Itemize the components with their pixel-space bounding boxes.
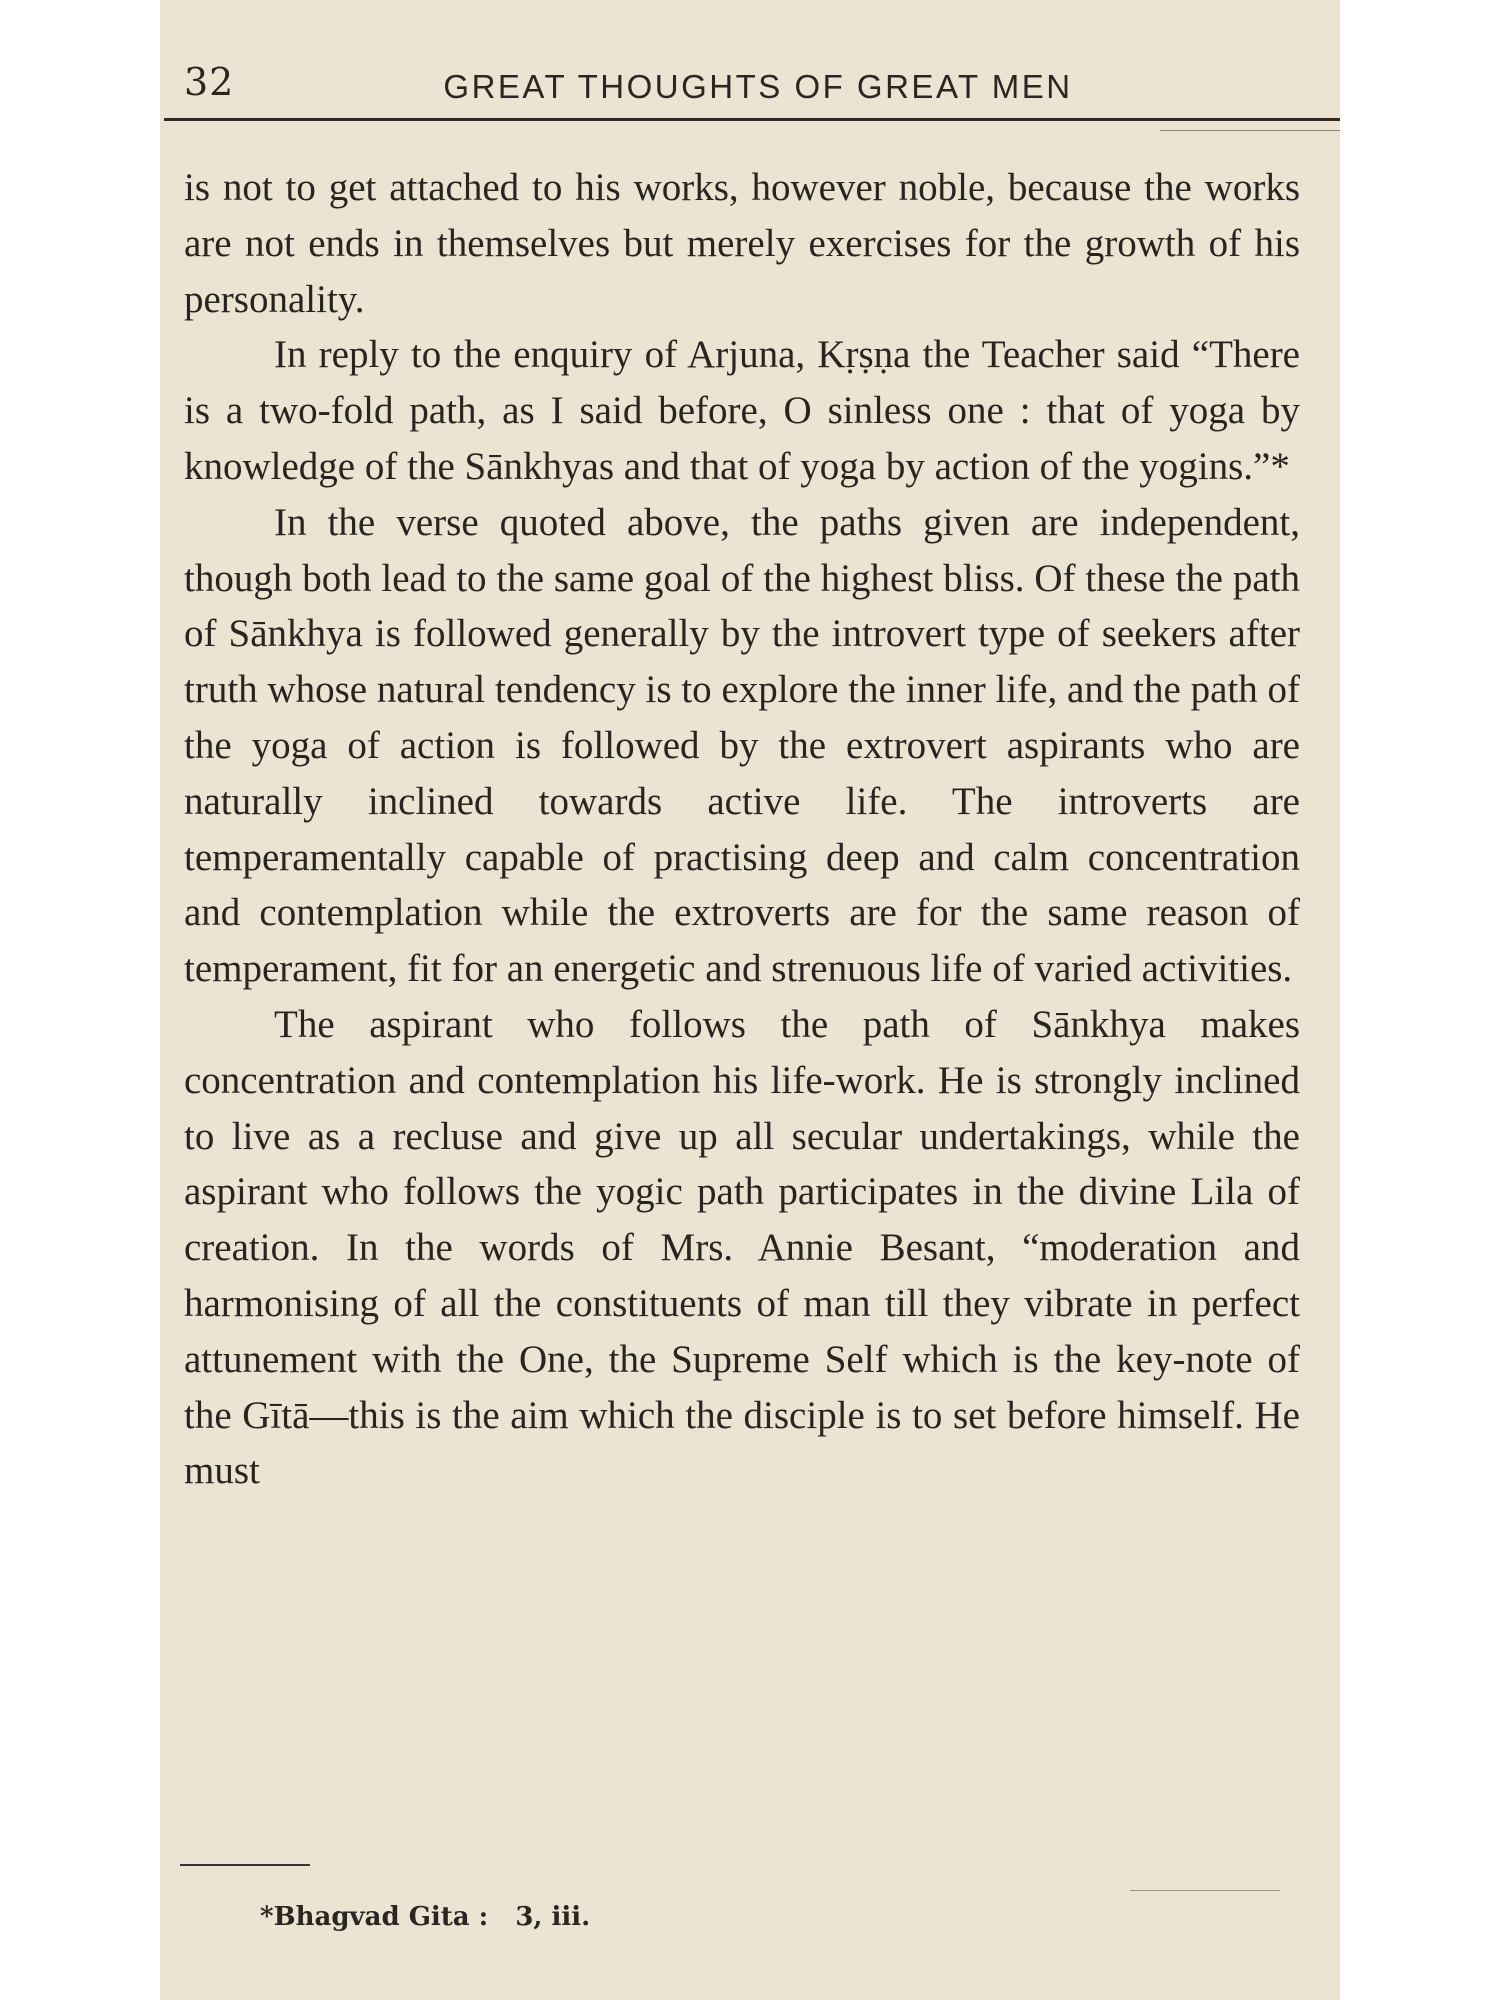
- page-header: [184, 60, 1292, 120]
- page-number: 32: [184, 60, 235, 104]
- header-rule-secondary: [1160, 130, 1340, 131]
- running-title: GREAT THOUGHTS OF GREAT MEN: [443, 68, 1073, 105]
- paragraph-sankhya-aspirant: The aspirant who follows the path of Sānkhya makes concentration and contemplation his life-work. He is strongly inclined to live as a recluse and give up all secular undertakings, while the aspirant who follows the yogic path participates in the divine Lila of creation. In the words of Mrs. Annie Besant, “moderation and harmonising of all the constituents of man till they vibrate in perfect attunement with the One, the Supreme Self which is the key-note of the Gītā—this is the aim which the disciple is to set before himself. He must: [184, 1002, 1300, 1493]
- header-rule: [164, 118, 1340, 121]
- paragraph-two-paths: In the verse quoted above, the paths given are independent, though both lead to the same goal of the highest bliss. Of these the path of Sānkhya is followed generally by the introvert type of seekers after truth whose natural tendency is to explore the inner life, and the path of the yoga of action is followed by the extrovert aspirants who are naturally inclined towards active life. The introverts are temperamentally capable of practising deep and calm concentration and contemplation while the extroverts are for the same reason of temperament, fit for an energetic and strenuous life of varied activities.: [184, 500, 1300, 991]
- footnote-reference: 3, iii.: [515, 1902, 591, 1932]
- paragraph-continuation: is not to get attached to his works, however noble, because the works are not ends in themselves but merely exercises for the growth of his personality.: [184, 166, 1300, 321]
- footnote: [260, 1902, 590, 1932]
- body-text: [184, 160, 1300, 1499]
- paragraph-arjuna-reply: In reply to the enquiry of Arjuna, Kṛṣṇa the Teacher said “There is a two-fold path, as I said before, O sinless one : that of yoga by knowledge of the Sānkhyas and that of yoga by action of the yogins.”*: [184, 333, 1300, 488]
- book-page: [160, 0, 1340, 2000]
- footnote-rule-faint: [1130, 1890, 1280, 1891]
- footnote-rule: [180, 1864, 310, 1866]
- footnote-source: *Bhagvad Gita :: [260, 1902, 489, 1932]
